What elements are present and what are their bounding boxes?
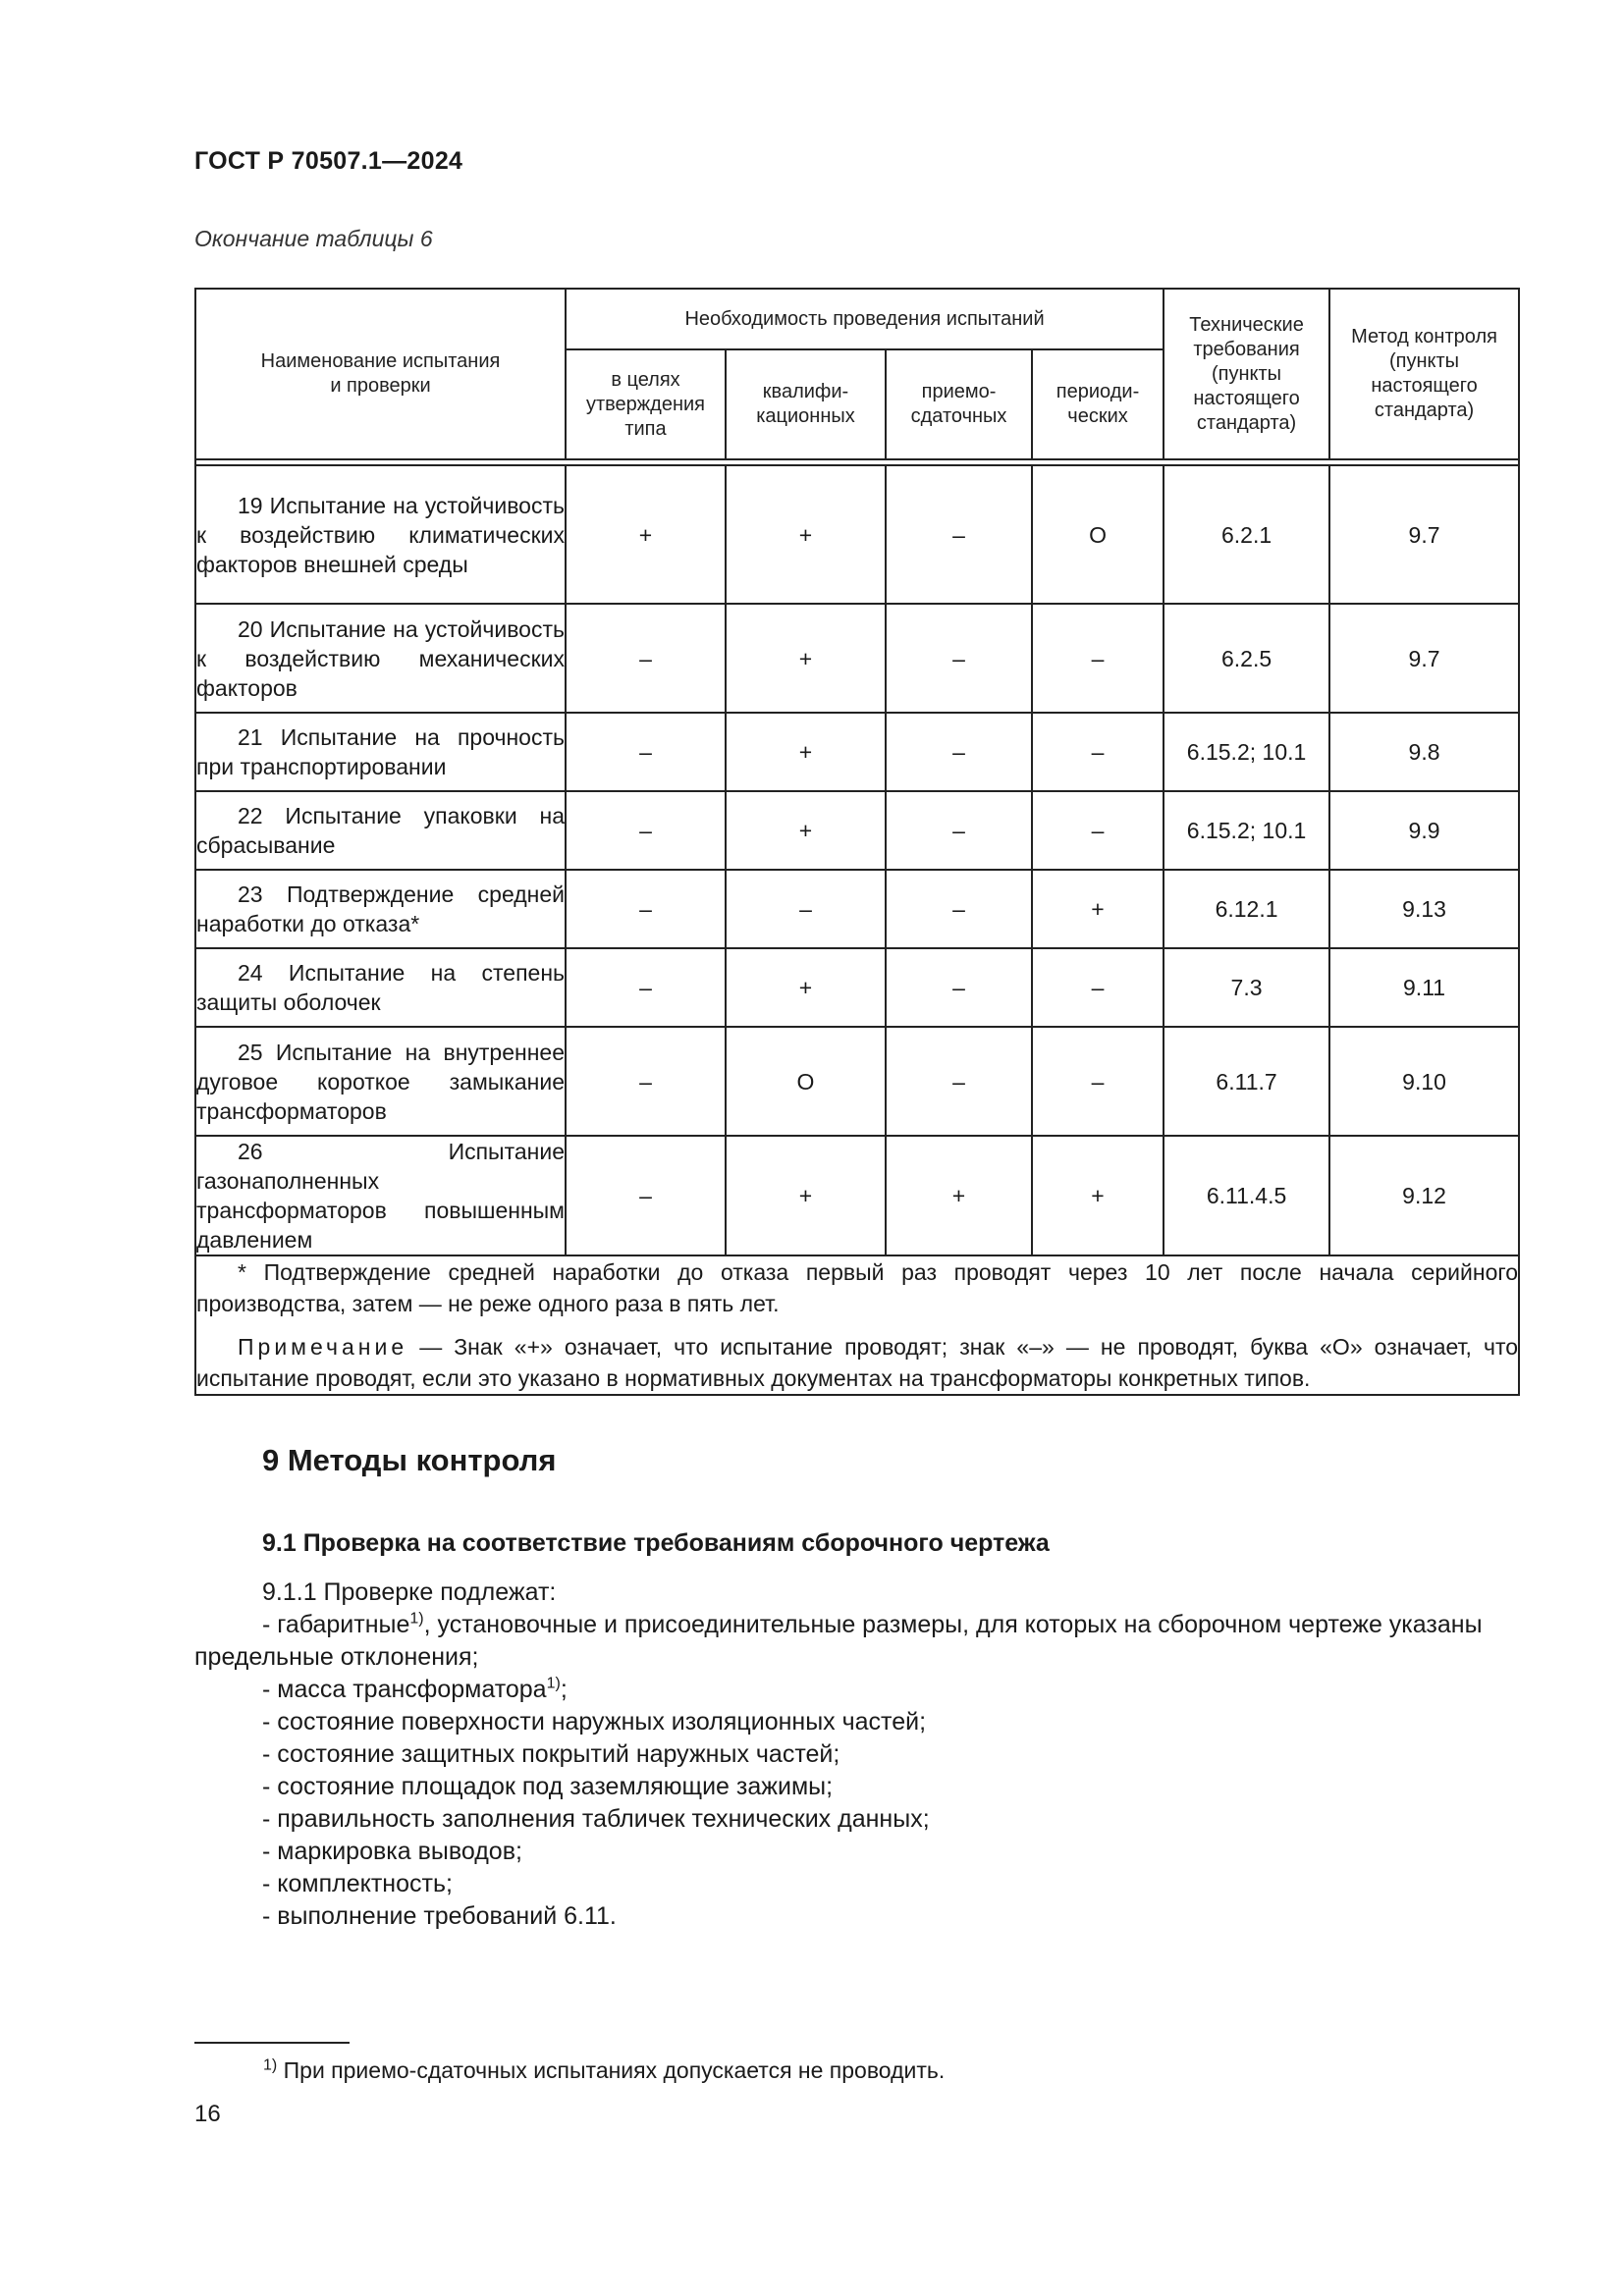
- section-title: 9 Методы контроля: [262, 1443, 557, 1477]
- cell-type-approval: +: [566, 465, 726, 604]
- header-name: Наименование испытания и проверки: [195, 289, 566, 459]
- table-row: [195, 948, 1519, 1027]
- cell-tech-req: 6.15.2; 10.1: [1164, 791, 1329, 870]
- cell-acceptance: –: [886, 1027, 1032, 1136]
- page-number: 16: [194, 2101, 221, 2127]
- cell-type-approval: –: [566, 604, 726, 713]
- cell-qualification: +: [726, 948, 886, 1027]
- row-name: 24 Испытание на степень защиты оболочек: [196, 960, 565, 1015]
- header-periodic: периоди- ческих: [1032, 349, 1164, 459]
- cell-method: 9.8: [1329, 713, 1519, 791]
- cell-method: 9.7: [1329, 465, 1519, 604]
- cell-tech-req: 6.11.4.5: [1164, 1136, 1329, 1255]
- cell-type-approval: –: [566, 791, 726, 870]
- cell-method: 9.12: [1329, 1136, 1519, 1255]
- table-note: [196, 1331, 1518, 1394]
- cell-acceptance: –: [886, 604, 1032, 713]
- row-name: 22 Испытание упаковки на сбрасывание: [196, 803, 565, 858]
- cell-qualification: +: [726, 791, 886, 870]
- cell-qualification: –: [726, 870, 886, 948]
- header-qualification: квалифи- кационных: [726, 349, 886, 459]
- table-row: [195, 791, 1519, 870]
- table-caption: Окончание таблицы 6: [194, 226, 433, 251]
- cell-method: 9.9: [1329, 791, 1519, 870]
- cell-qualification: +: [726, 1136, 886, 1255]
- cell-tech-req: 6.12.1: [1164, 870, 1329, 948]
- cell-tech-req: 6.2.5: [1164, 604, 1329, 713]
- row-name: 21 Испытание на прочность при транспортировании: [196, 724, 565, 779]
- list-item: - маркировка выводов;: [262, 1838, 522, 1865]
- table-notes-row: [195, 1255, 1519, 1395]
- list-item: - состояние поверхности наружных изоляционных частей;: [262, 1708, 927, 1735]
- cell-type-approval: –: [566, 1027, 726, 1136]
- table-row: [195, 465, 1519, 604]
- item-text: - масса трансформатора: [262, 1676, 547, 1703]
- section-body: [194, 1576, 1518, 1933]
- cell-acceptance: –: [886, 870, 1032, 948]
- list-item: - состояние защитных покрытий наружных частей;: [262, 1740, 840, 1768]
- cell-qualification: +: [726, 604, 886, 713]
- cell-acceptance: –: [886, 465, 1032, 604]
- item-text: - габаритные: [262, 1611, 410, 1638]
- item-text: , установочные и присоединительные размеры, для которых на сборочном чертеже указаны предельные отклонения;: [194, 1611, 1483, 1671]
- cell-periodic: –: [1032, 791, 1164, 870]
- cell-periodic: +: [1032, 870, 1164, 948]
- item-text: ;: [560, 1676, 568, 1703]
- table-row: [195, 604, 1519, 713]
- header-tech-req: Технические требования (пункты настоящего стандарта): [1164, 289, 1329, 459]
- cell-type-approval: –: [566, 948, 726, 1027]
- cell-type-approval: –: [566, 1136, 726, 1255]
- cell-type-approval: –: [566, 713, 726, 791]
- row-name: 26 Испытание газонаполненных трансформаторов повышенным давлением: [196, 1139, 565, 1253]
- footnote-divider: [194, 2042, 350, 2044]
- list-item: [194, 1609, 1518, 1674]
- cell-qualification: О: [726, 1027, 886, 1136]
- table-row: [195, 713, 1519, 791]
- table-footnote: * Подтверждение средней наработки до отказа первый раз проводят через 10 лет после начала серийного производства, затем — не реже одного раза в пять лет.: [196, 1259, 1519, 1316]
- cell-periodic: –: [1032, 604, 1164, 713]
- list-item: - комплектность;: [262, 1870, 453, 1897]
- cell-method: 9.11: [1329, 948, 1519, 1027]
- section-intro: 9.1.1 Проверке подлежат:: [262, 1578, 557, 1606]
- table-row: [195, 870, 1519, 948]
- header-method: Метод контроля (пункты настоящего стандарта): [1329, 289, 1519, 459]
- footnote-marker: 1): [263, 2056, 278, 2074]
- row-name: 23 Подтверждение средней наработки до отказа*: [196, 881, 565, 936]
- row-name: 20 Испытание на устойчивость к воздействию механических факторов: [196, 615, 565, 701]
- table-row: [195, 1027, 1519, 1136]
- page-footnote: [263, 2057, 945, 2084]
- list-item: - состояние площадок под заземляющие зажимы;: [262, 1773, 834, 1800]
- cell-method: 9.13: [1329, 870, 1519, 948]
- cell-acceptance: –: [886, 948, 1032, 1027]
- test-table: [194, 288, 1520, 1396]
- cell-method: 9.7: [1329, 604, 1519, 713]
- row-name: 19 Испытание на устойчивость к воздействию климатических факторов внешней среды: [196, 492, 565, 577]
- header-acceptance: приемо- сдаточных: [886, 349, 1032, 459]
- cell-periodic: –: [1032, 1027, 1164, 1136]
- cell-acceptance: +: [886, 1136, 1032, 1255]
- footnote-ref: 1): [546, 1675, 561, 1692]
- cell-tech-req: 6.2.1: [1164, 465, 1329, 604]
- cell-periodic: –: [1032, 948, 1164, 1027]
- list-item: [194, 1674, 1518, 1706]
- cell-acceptance: –: [886, 713, 1032, 791]
- table-row: [195, 1136, 1519, 1255]
- cell-tech-req: 6.11.7: [1164, 1027, 1329, 1136]
- cell-periodic: О: [1032, 465, 1164, 604]
- header-type-approval: в целях утверждения типа: [566, 349, 726, 459]
- cell-periodic: +: [1032, 1136, 1164, 1255]
- cell-qualification: +: [726, 713, 886, 791]
- list-item: - выполнение требований 6.11.: [262, 1902, 617, 1930]
- footnote-ref: 1): [409, 1610, 424, 1628]
- subsection-title: 9.1 Проверка на соответствие требованиям сборочного чертежа: [262, 1529, 1050, 1557]
- list-item: - правильность заполнения табличек технических данных;: [262, 1805, 930, 1833]
- cell-periodic: –: [1032, 713, 1164, 791]
- cell-qualification: +: [726, 465, 886, 604]
- document-code: ГОСТ Р 70507.1—2024: [194, 147, 463, 175]
- note-text: — Знак «+» означает, что испытание проводят; знак «–» — не проводят, буква «О» означает, что испытание проводят, если это указано в нормативных документах на трансформаторы конкретных типов.: [196, 1334, 1519, 1391]
- row-name: 25 Испытание на внутреннее дуговое короткое замыкание трансформаторов: [196, 1039, 565, 1124]
- header-necessity: Необходимость проведения испытаний: [566, 289, 1164, 349]
- cell-tech-req: 7.3: [1164, 948, 1329, 1027]
- cell-tech-req: 6.15.2; 10.1: [1164, 713, 1329, 791]
- cell-acceptance: –: [886, 791, 1032, 870]
- cell-type-approval: –: [566, 870, 726, 948]
- cell-method: 9.10: [1329, 1027, 1519, 1136]
- note-label: Примечание: [238, 1334, 408, 1360]
- footnote-text: При приемо-сдаточных испытаниях допускается не проводить.: [277, 2057, 946, 2083]
